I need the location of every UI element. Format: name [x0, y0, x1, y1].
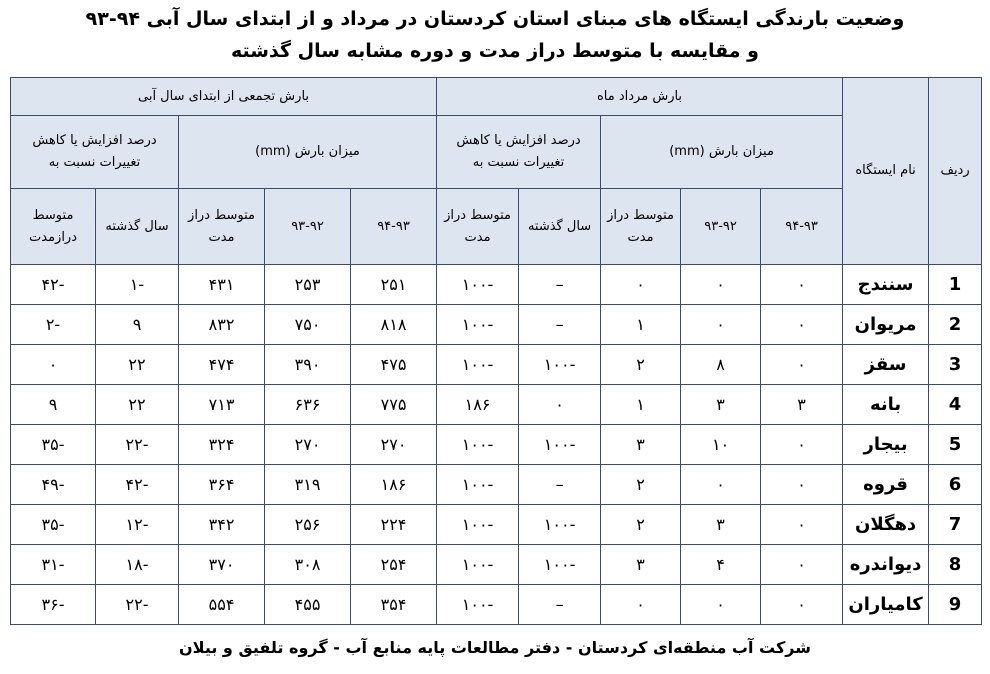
cumulative-9493-cell: ۲۵۱: [351, 265, 437, 305]
cumulative-avg-cell: ۳۴۲: [179, 505, 265, 545]
monthly-pct-long-term-cell: -۱۰۰: [437, 465, 519, 505]
table-row: [11, 265, 982, 305]
row-number-header: ردیف: [929, 78, 982, 265]
row-number-cell: 5: [929, 425, 982, 465]
monthly-9392-cell: ۱۰: [681, 425, 761, 465]
monthly-avg-cell: ۲: [601, 505, 681, 545]
station-name-cell: قروه: [843, 465, 929, 505]
table-body: [11, 265, 982, 625]
cumulative-9392-cell: ۲۵۳: [265, 265, 351, 305]
cumulative-amount-header: میزان بارش (mm): [179, 116, 437, 189]
monthly-9392-cell: ۴: [681, 545, 761, 585]
table-row: [11, 505, 982, 545]
monthly-9493-cell: ۰: [761, 425, 843, 465]
table-row: [11, 465, 982, 505]
monthly-9493-cell: ۰: [761, 585, 843, 625]
station-name-cell: سقز: [843, 345, 929, 385]
cumulative-9493-cell: ۱۸۶: [351, 465, 437, 505]
cumulative-pct-long-term-cell: -۲: [11, 305, 96, 345]
station-name-cell: مریوان: [843, 305, 929, 345]
cumulative-avg-cell: ۳۶۴: [179, 465, 265, 505]
monthly-pct-long-term-cell: -۱۰۰: [437, 425, 519, 465]
monthly-pct-long-term-cell: -۱۰۰: [437, 505, 519, 545]
monthly-pct-last-year-cell: -۱۰۰: [519, 505, 601, 545]
monthly-9392-cell: ۰: [681, 585, 761, 625]
row-number-cell: 8: [929, 545, 982, 585]
cumulative-pct-long-term-cell: ۹: [11, 385, 96, 425]
cumulative-pct-long-term-cell: ۰: [11, 345, 96, 385]
monthly-9493-cell: ۰: [761, 505, 843, 545]
cumulative-9493-cell: ۳۵۴: [351, 585, 437, 625]
cumulative-avg-cell: ۳۲۴: [179, 425, 265, 465]
station-name-cell: دیواندره: [843, 545, 929, 585]
monthly-9392-cell: ۸: [681, 345, 761, 385]
monthly-amount-header: میزان بارش (mm): [601, 116, 843, 189]
monthly-change-header: درصد افزایش یا کاهش تغییرات نسبت به: [437, 116, 601, 189]
monthly-pct-last-year-cell: -۱۰۰: [519, 425, 601, 465]
monthly-pct-long-term-cell: -۱۰۰: [437, 545, 519, 585]
monthly-9392-cell: ۳: [681, 385, 761, 425]
monthly-pct-last-year-cell: -۱۰۰: [519, 345, 601, 385]
monthly-9493-header: ۹۴-۹۳: [761, 189, 843, 265]
monthly-9392-cell: ۳: [681, 505, 761, 545]
cumulative-9493-cell: ۲۷۰: [351, 425, 437, 465]
cumulative-pct-last-year-cell: -۱: [96, 265, 179, 305]
monthly-avg-header: متوسط دراز مدت: [601, 189, 681, 265]
cumulative-9392-cell: ۴۵۵: [265, 585, 351, 625]
monthly-avg-cell: ۳: [601, 545, 681, 585]
cumulative-pct-long-term-header: متوسط درازمدت: [11, 189, 96, 265]
row-number-cell: 3: [929, 345, 982, 385]
monthly-9493-cell: ۰: [761, 265, 843, 305]
monthly-pct-long-term-cell: -۱۰۰: [437, 345, 519, 385]
row-number-cell: 6: [929, 465, 982, 505]
cumulative-avg-cell: ۳۷۰: [179, 545, 265, 585]
station-name-cell: بیجار: [843, 425, 929, 465]
cumulative-avg-cell: ۸۳۲: [179, 305, 265, 345]
row-number-cell: 7: [929, 505, 982, 545]
monthly-pct-last-year-header: سال گذشته: [519, 189, 601, 265]
cumulative-avg-cell: ۴۳۱: [179, 265, 265, 305]
table-row: [11, 425, 982, 465]
monthly-pct-last-year-cell: –: [519, 465, 601, 505]
cumulative-9392-cell: ۶۳۶: [265, 385, 351, 425]
table-row: [11, 545, 982, 585]
monthly-9392-header: ۹۳-۹۲: [681, 189, 761, 265]
cumulative-pct-last-year-header: سال گذشته: [96, 189, 179, 265]
cumulative-pct-long-term-cell: -۳۶: [11, 585, 96, 625]
cumulative-pct-last-year-cell: ۲۲: [96, 345, 179, 385]
station-name-header: نام ایستگاه: [843, 78, 929, 265]
cumulative-pct-long-term-cell: -۳۵: [11, 425, 96, 465]
monthly-pct-last-year-cell: ۰: [519, 385, 601, 425]
monthly-avg-cell: ۱: [601, 305, 681, 345]
monthly-avg-cell: ۰: [601, 265, 681, 305]
cumulative-9493-cell: ۲۵۴: [351, 545, 437, 585]
monthly-9392-cell: ۰: [681, 465, 761, 505]
cumulative-pct-last-year-cell: -۱۲: [96, 505, 179, 545]
monthly-pct-long-term-cell: ۱۸۶: [437, 385, 519, 425]
monthly-pct-long-term-header: متوسط دراز مدت: [437, 189, 519, 265]
monthly-9493-cell: ۰: [761, 545, 843, 585]
cumulative-9493-cell: ۷۷۵: [351, 385, 437, 425]
monthly-pct-long-term-cell: -۱۰۰: [437, 305, 519, 345]
monthly-pct-last-year-cell: –: [519, 265, 601, 305]
cumulative-9493-cell: ۲۲۴: [351, 505, 437, 545]
report-title-line2: و مقایسه با متوسط دراز مدت و دوره مشابه سال گذشته: [231, 40, 759, 62]
cumulative-avg-cell: ۴۷۴: [179, 345, 265, 385]
table-row: [11, 385, 982, 425]
table-row: [11, 585, 982, 625]
cumulative-rainfall-header: بارش تجمعی از ابتدای سال آبی: [11, 78, 437, 116]
cumulative-9392-header: ۹۳-۹۲: [265, 189, 351, 265]
cumulative-9392-cell: ۲۷۰: [265, 425, 351, 465]
row-number-cell: 4: [929, 385, 982, 425]
cumulative-avg-header: متوسط دراز مدت: [179, 189, 265, 265]
footer-credit: شرکت آب منطقه‌ای کردستان - دفتر مطالعات پایه منابع آب - گروه تلفیق و بیلان: [179, 638, 811, 657]
cumulative-9493-cell: ۴۷۵: [351, 345, 437, 385]
table-row: [11, 305, 982, 345]
monthly-avg-cell: ۱: [601, 385, 681, 425]
station-name-cell: کامیاران: [843, 585, 929, 625]
cumulative-pct-long-term-cell: -۴۲: [11, 265, 96, 305]
cumulative-avg-cell: ۷۱۳: [179, 385, 265, 425]
cumulative-change-header: درصد افزایش یا کاهش تغییرات نسبت به: [11, 116, 179, 189]
monthly-avg-cell: ۰: [601, 585, 681, 625]
monthly-9493-cell: ۰: [761, 345, 843, 385]
monthly-9392-cell: ۰: [681, 265, 761, 305]
cumulative-pct-last-year-cell: ۲۲: [96, 385, 179, 425]
station-name-cell: سنندج: [843, 265, 929, 305]
cumulative-pct-last-year-cell: -۲۲: [96, 425, 179, 465]
row-number-cell: 2: [929, 305, 982, 345]
monthly-pct-last-year-cell: -۱۰۰: [519, 545, 601, 585]
monthly-9493-cell: ۳: [761, 385, 843, 425]
cumulative-9392-cell: ۳۹۰: [265, 345, 351, 385]
station-name-cell: دهگلان: [843, 505, 929, 545]
cumulative-9392-cell: ۳۰۸: [265, 545, 351, 585]
rainfall-table: [10, 77, 982, 625]
monthly-avg-cell: ۲: [601, 465, 681, 505]
monthly-pct-last-year-cell: –: [519, 305, 601, 345]
cumulative-9493-header: ۹۴-۹۳: [351, 189, 437, 265]
monthly-9392-cell: ۰: [681, 305, 761, 345]
monthly-avg-cell: ۲: [601, 345, 681, 385]
cumulative-9493-cell: ۸۱۸: [351, 305, 437, 345]
monthly-pct-last-year-cell: –: [519, 585, 601, 625]
monthly-avg-cell: ۳: [601, 425, 681, 465]
cumulative-avg-cell: ۵۵۴: [179, 585, 265, 625]
row-number-cell: 1: [929, 265, 982, 305]
cumulative-pct-last-year-cell: ۹: [96, 305, 179, 345]
monthly-9493-cell: ۰: [761, 465, 843, 505]
row-number-cell: 9: [929, 585, 982, 625]
cumulative-9392-cell: ۳۱۹: [265, 465, 351, 505]
cumulative-9392-cell: ۷۵۰: [265, 305, 351, 345]
station-name-cell: بانه: [843, 385, 929, 425]
table-row: [11, 345, 982, 385]
monthly-pct-long-term-cell: -۱۰۰: [437, 585, 519, 625]
cumulative-pct-long-term-cell: -۴۹: [11, 465, 96, 505]
cumulative-9392-cell: ۲۵۶: [265, 505, 351, 545]
cumulative-pct-last-year-cell: -۱۸: [96, 545, 179, 585]
cumulative-pct-last-year-cell: -۲۲: [96, 585, 179, 625]
cumulative-pct-long-term-cell: -۳۵: [11, 505, 96, 545]
cumulative-pct-last-year-cell: -۴۲: [96, 465, 179, 505]
report-title-line1: وضعیت بارندگی ایستگاه های مبنای استان کردستان در مرداد و از ابتدای سال آبی ۹۴-۹۳: [85, 8, 905, 30]
monthly-pct-long-term-cell: -۱۰۰: [437, 265, 519, 305]
cumulative-pct-long-term-cell: -۳۱: [11, 545, 96, 585]
monthly-rainfall-header: بارش مرداد ماه: [437, 78, 843, 116]
monthly-9493-cell: ۰: [761, 305, 843, 345]
